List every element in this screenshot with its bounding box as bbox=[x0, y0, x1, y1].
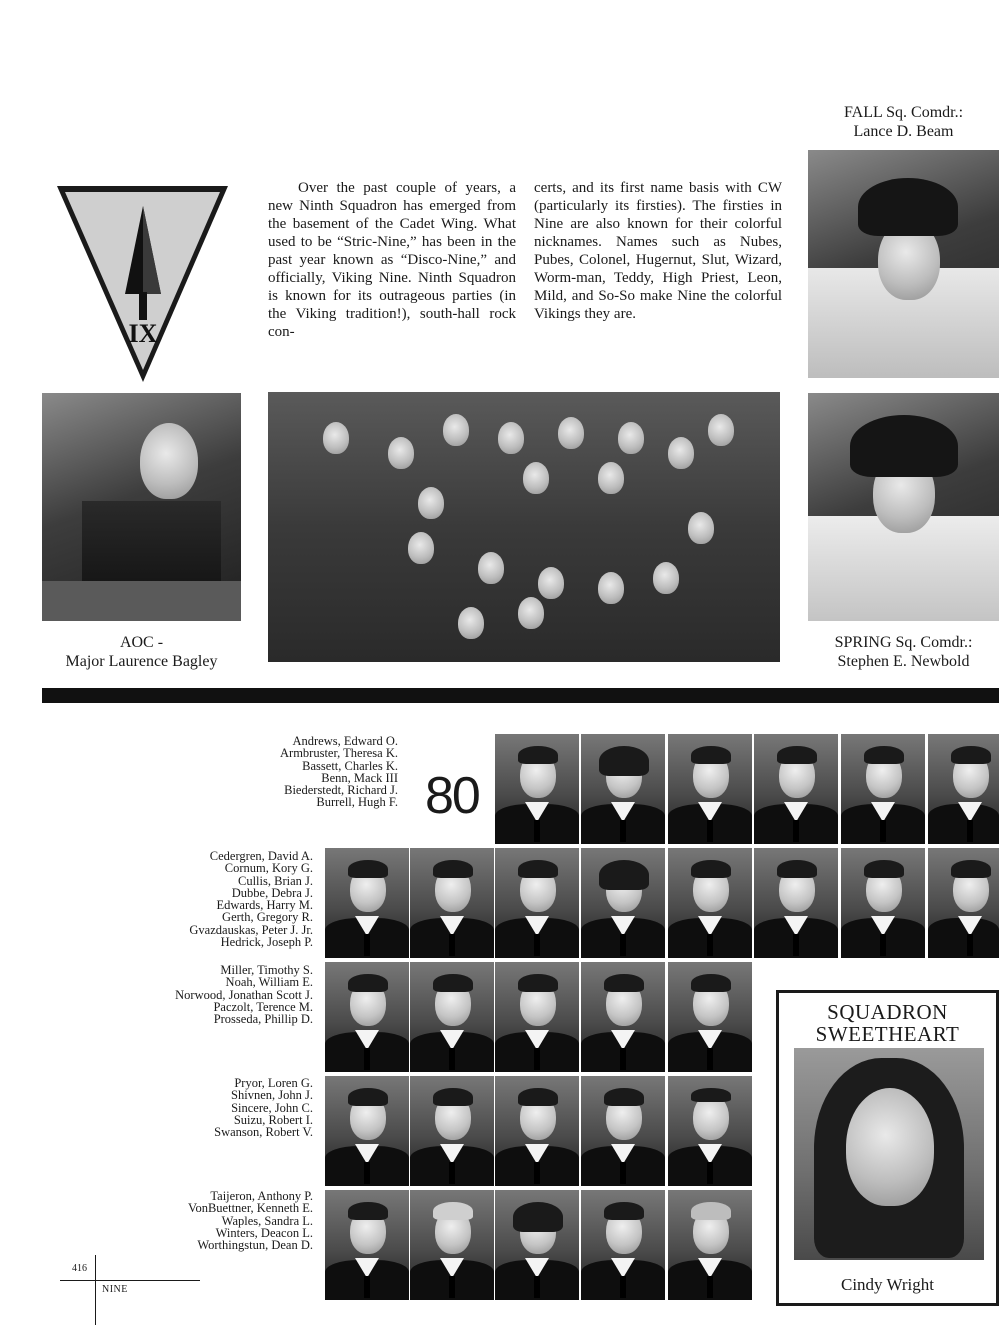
roster-name: Dubbe, Debra J. bbox=[231, 885, 313, 900]
cadet-portrait bbox=[841, 848, 925, 958]
roster-name: Noah, William E. bbox=[225, 975, 313, 990]
cadet-portrait bbox=[581, 848, 665, 958]
roster-name: Waples, Sandra L. bbox=[221, 1213, 313, 1228]
class-year: 80 bbox=[425, 767, 479, 825]
fall-commander-caption bbox=[808, 103, 999, 141]
cadet-portrait bbox=[754, 848, 838, 958]
cadet-portrait bbox=[928, 734, 999, 844]
page-number: 416 bbox=[72, 1263, 87, 1274]
sweetheart-box bbox=[776, 990, 999, 1306]
cadet-portrait bbox=[928, 848, 999, 958]
sweetheart-title bbox=[779, 1001, 996, 1045]
cadet-portrait bbox=[581, 1076, 665, 1186]
roster-name: Armbruster, Theresa K. bbox=[280, 746, 398, 761]
aoc-title: AOC - bbox=[119, 634, 164, 651]
cadet-portrait bbox=[410, 1190, 494, 1300]
roster-name: Gvazdauskas, Peter J. Jr. bbox=[189, 922, 313, 937]
roster-names-row-1 bbox=[200, 735, 398, 809]
roster-name: Prosseda, Phillip D. bbox=[213, 1012, 313, 1027]
sweetheart-title-line-1: SQUADRON bbox=[827, 1000, 948, 1024]
cadet-portrait bbox=[495, 734, 579, 844]
spring-commander-title: SPRING Sq. Comdr.: bbox=[834, 634, 973, 651]
roster-name: Gerth, Gregory R. bbox=[222, 910, 313, 925]
fall-commander-name: Lance D. Beam bbox=[853, 123, 954, 140]
squadron-patch bbox=[55, 184, 230, 384]
roster-name: VonBuettner, Kenneth E. bbox=[188, 1201, 313, 1216]
roster-name: Miller, Timothy S. bbox=[220, 963, 313, 977]
aoc-photo bbox=[42, 393, 241, 621]
roster-name: Shivnen, John J. bbox=[231, 1088, 313, 1103]
roster-names-row-5 bbox=[120, 1190, 313, 1251]
cadet-portrait bbox=[325, 962, 409, 1072]
spring-commander-photo bbox=[808, 393, 999, 621]
footer-vertical-rule bbox=[95, 1255, 96, 1325]
roster-name: Swanson, Robert V. bbox=[214, 1125, 313, 1140]
cadet-portrait bbox=[495, 1190, 579, 1300]
cadet-portrait bbox=[581, 1190, 665, 1300]
sweetheart-title-line-2: SWEETHEART bbox=[815, 1022, 960, 1046]
squadron-group-photo bbox=[268, 392, 780, 662]
roster-name: Sincere, John C. bbox=[231, 1100, 313, 1115]
roster-name: Hedrick, Joseph P. bbox=[220, 935, 313, 950]
cadet-portrait bbox=[410, 848, 494, 958]
roster-name: Burrell, Hugh F. bbox=[316, 795, 398, 810]
roster-name: Cedergren, David A. bbox=[209, 849, 313, 863]
roster-name: Andrews, Edward O. bbox=[292, 734, 398, 748]
roster-name: Pryor, Loren G. bbox=[234, 1076, 313, 1090]
sweetheart-photo bbox=[794, 1048, 984, 1260]
cadet-portrait bbox=[325, 848, 409, 958]
cadet-portrait bbox=[325, 1076, 409, 1186]
fall-commander-title: FALL Sq. Comdr.: bbox=[843, 104, 964, 121]
article-column-1: Over the past couple of years, a new Ninth Squadron has emerged from the basement of the Cadet Wing. What used to be “Stric-Nine,” has been in the past year known as “Disco-Nine,” and officially, Viking Nine. Ninth Squadron is known for its outrageous parties (in the Viking tradition!), south-hall rock con- bbox=[268, 180, 516, 340]
cadet-portrait bbox=[668, 848, 752, 958]
roster-name: Bassett, Charles K. bbox=[302, 758, 398, 773]
roster-name: Biederstedt, Richard J. bbox=[284, 783, 398, 798]
cadet-portrait bbox=[410, 962, 494, 1072]
cadet-portrait bbox=[581, 962, 665, 1072]
cadet-portrait bbox=[841, 734, 925, 844]
cadet-portrait bbox=[325, 1190, 409, 1300]
spring-commander-name: Stephen E. Newbold bbox=[837, 653, 970, 670]
roster-name: Cullis, Brian J. bbox=[237, 873, 313, 888]
fall-commander-photo bbox=[808, 150, 999, 378]
patch-numeral: IX bbox=[128, 319, 158, 348]
spring-commander-caption bbox=[808, 633, 999, 671]
cadet-portrait bbox=[495, 962, 579, 1072]
aoc-caption bbox=[42, 633, 241, 671]
cadet-portrait bbox=[668, 962, 752, 1072]
roster-name: Norwood, Jonathan Scott J. bbox=[175, 987, 313, 1002]
roster-names-row-3 bbox=[120, 964, 313, 1025]
sweetheart-name: Cindy Wright bbox=[841, 1275, 934, 1294]
cadet-portrait bbox=[495, 1076, 579, 1186]
cadet-portrait bbox=[495, 848, 579, 958]
cadet-portrait bbox=[668, 1190, 752, 1300]
article-column-2: certs, and its first name basis with CW (particularly its firsties). The firsties in Nine are also known for their colorful nicknames. Names such as Nubes, Pubes, Colonel, Hugernut, Slut, Wizard, Worm-man, Teddy, High Priest, Leon, Mild, and So-So make Nine the colorful Vikings they are. bbox=[534, 180, 782, 322]
cadet-portrait bbox=[668, 1076, 752, 1186]
roster-names-row-2 bbox=[120, 850, 313, 948]
roster-name: Winters, Deacon L. bbox=[215, 1225, 313, 1240]
roster-name: Worthingstun, Dean D. bbox=[197, 1238, 313, 1253]
roster-name: Suizu, Robert I. bbox=[233, 1112, 313, 1127]
section-divider bbox=[42, 688, 999, 703]
footer-horizontal-rule bbox=[60, 1280, 200, 1281]
cadet-portrait bbox=[410, 1076, 494, 1186]
cadet-portrait bbox=[668, 734, 752, 844]
cadet-portrait bbox=[754, 734, 838, 844]
roster-name: Paczolt, Terence M. bbox=[213, 999, 313, 1014]
cadet-portrait bbox=[581, 734, 665, 844]
roster-name: Benn, Mack III bbox=[321, 770, 398, 785]
section-name: NINE bbox=[102, 1284, 128, 1295]
roster-name: Cornum, Kory G. bbox=[224, 861, 313, 876]
roster-name: Edwards, Harry M. bbox=[216, 898, 313, 913]
roster-names-row-4 bbox=[120, 1077, 313, 1138]
roster-name: Taijeron, Anthony P. bbox=[210, 1189, 313, 1203]
aoc-name: Major Laurence Bagley bbox=[65, 653, 218, 670]
